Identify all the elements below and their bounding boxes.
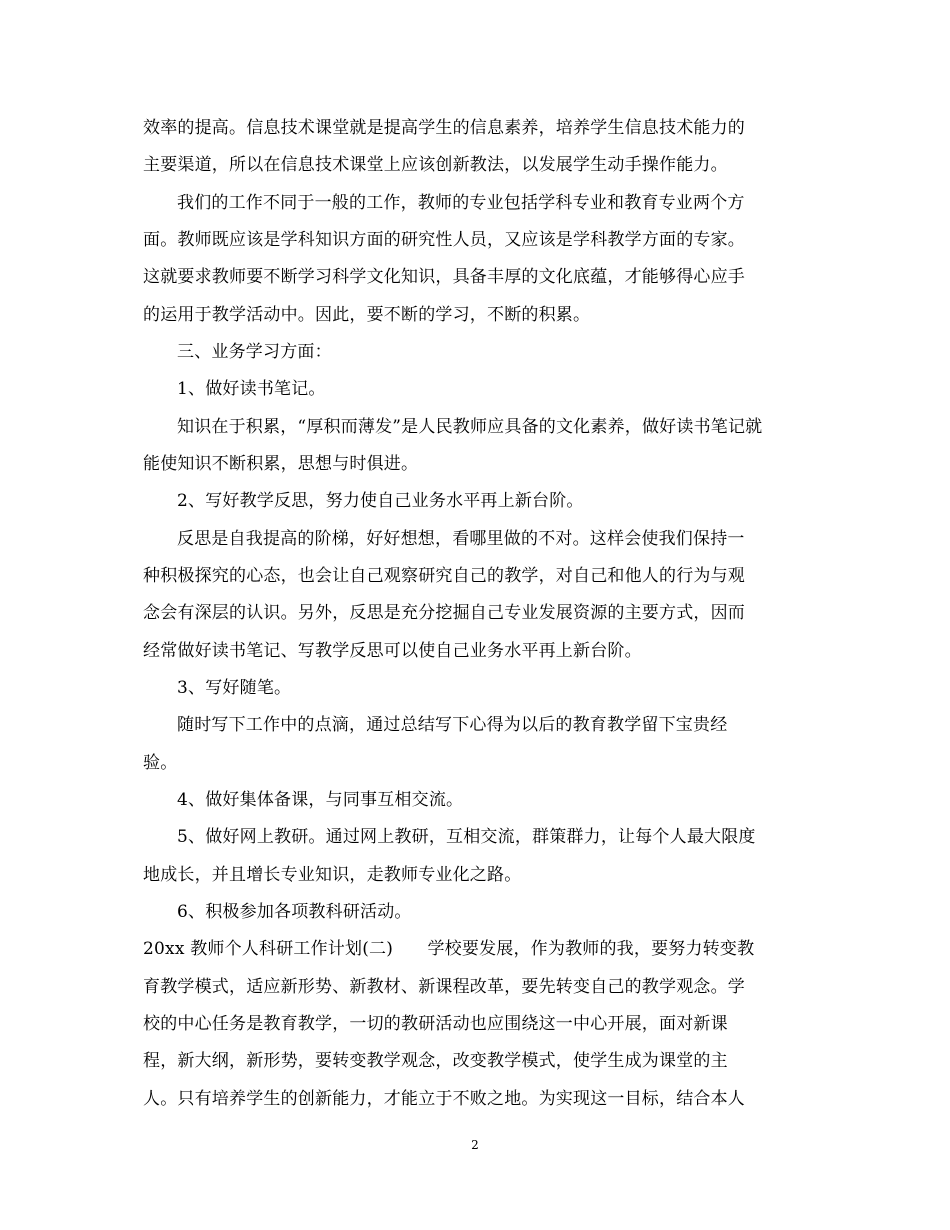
text-line: 程，新大纲，新形势，要转变教学观念，改变教学模式，使学生成为课堂的主: [143, 1051, 728, 1071]
text-line: 这就要求教师要不断学习科学文化知识，具备丰厚的文化底蕴，才能够得心应手: [143, 267, 745, 287]
text-line: 地成长，并且增长专业知识，走教师专业化之路。: [143, 865, 522, 885]
text-line: 主要渠道，所以在信息技术课堂上应该创新教法，以发展学生动手操作能力。: [143, 155, 728, 175]
list-item-heading: 4、做好集体备课，与同事互相交流。: [177, 790, 464, 810]
text-line: 验。: [143, 753, 178, 773]
text-line: 随时写下工作中的点滴，通过总结写下心得为以后的教育教学留下宝贵经: [177, 715, 728, 735]
section-heading: 三、业务学习方面：: [177, 342, 332, 362]
list-item-heading: 1、做好读书笔记。: [177, 379, 326, 399]
text-line: 经常做好读书笔记、写教学反思可以使自己业务水平再上新台阶。: [143, 641, 642, 661]
text-line: 效率的提高。信息技术课堂就是提高学生的信息素养，培养学生信息技术能力的: [143, 118, 745, 138]
text-line: 育教学模式，适应新形势、新教材、新课程改革，要先转变自己的教学观念。学: [143, 977, 745, 997]
text-line: 能使知识不断积累，思想与时俱进。: [143, 454, 419, 474]
page-number: 2: [471, 1138, 479, 1152]
list-item-heading: 2、写好教学反思，努力使自己业务水平再上新台阶。: [177, 491, 584, 511]
text-line: 面。教师既应该是学科知识方面的研究性人员，又应该是学科教学方面的专家。: [143, 230, 745, 250]
text-line: 念会有深层的认识。另外，反思是充分挖掘自己专业发展资源的主要方式，因而: [143, 603, 745, 623]
text-line: 知识在于积累，“厚积而薄发”是人民教师应具备的文化素养，做好读书笔记就: [177, 417, 763, 437]
text-line: 20xx 教师个人科研工作计划(二) 学校要发展，作为教师的我，要努力转变教: [143, 939, 755, 959]
list-item-heading: 3、写好随笔。: [177, 678, 292, 698]
list-item-heading: 5、做好网上教研。通过网上教研，互相交流，群策群力，让每个人最大限度: [177, 827, 756, 847]
text-line: 反思是自我提高的阶梯，好好想想，看哪里做的不对。这样会使我们保持一: [177, 529, 745, 549]
text-line: 的运用于教学活动中。因此，要不断的学习，不断的积累。: [143, 305, 591, 325]
text-line: 校的中心任务是教育教学，一切的教研活动也应围绕这一中心开展，面对新课: [143, 1014, 728, 1034]
text-line: 种积极探究的心态，也会让自己观察研究自己的教学，对自己和他人的行为与观: [143, 566, 745, 586]
list-item-heading: 6、积极参加各项教科研活动。: [177, 902, 412, 922]
text-line: 我们的工作不同于一般的工作，教师的专业包括学科专业和教育专业两个方: [177, 193, 745, 213]
text-line: 人。只有培养学生的创新能力，才能立于不败之地。为实现这一目标，结合本人: [143, 1089, 745, 1109]
